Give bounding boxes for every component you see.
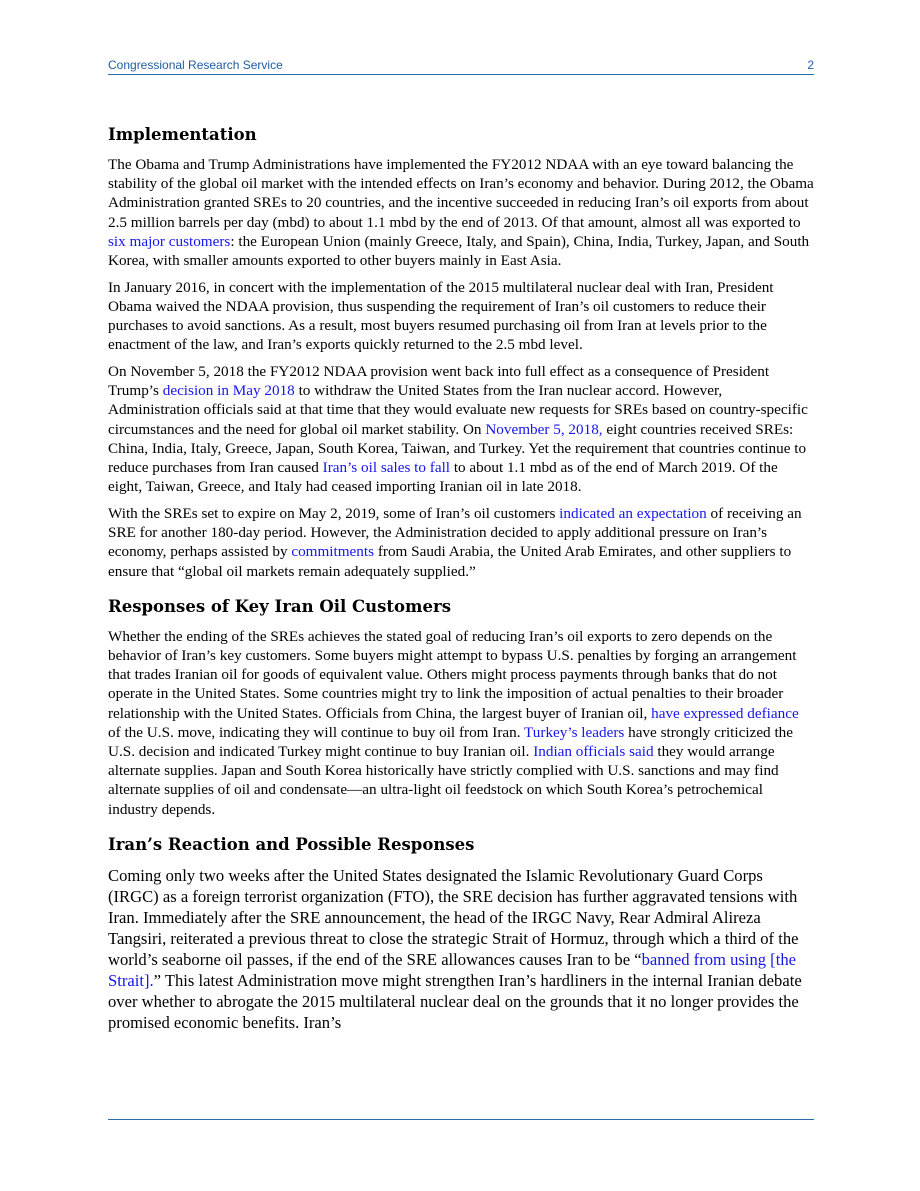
header-rule [108, 74, 814, 75]
link-november-5-2018[interactable]: November 5, 2018, [485, 420, 603, 438]
publisher-name: Congressional Research Service [108, 58, 283, 72]
text-run: of the U.S. move, indicating they will continue to buy oil from Iran. [108, 723, 525, 741]
paragraph [108, 278, 814, 355]
text-run: In January 2016, in concert with the implementation of the 2015 multilateral nuclear deal with Iran, President Obama waived the NDAA provision, thus suspending the requirement of Iran’s oil customers to reduce their purchases to avoid sanctions. As a result, most buyers resumed purchasing oil from Iran at levels prior to the enactment of the law, and Iran’s exports quickly returned to the 2.5 mbd level. [108, 278, 774, 354]
text-run: have strongly criticized the U.S. decision and indicated Turkey might continue to buy Iranian oil. [108, 723, 793, 760]
section-heading-responses: Responses of Key Iran Oil Customers [108, 596, 451, 616]
text-run: Whether the ending of the SREs achieves the stated goal of reducing Iran’s oil exports to zero depends on the behavior of Iran’s key customers. Some buyers might attempt to bypass U.S. penalties by forging an arrangement that trades Iranian oil for goods of equivalent value. Others might process payments through banks that do not operate in the United States. Some countries might try to link the imposition of actual penalties to their broader relationship with the United States. Officials from China, the largest buyer of Iranian oil, [108, 627, 797, 722]
link-banned-from-using-the-strait[interactable]: banned from using [the Strait]. [108, 949, 796, 990]
text-run: : the European Union (mainly Greece, Italy, and Spain), China, India, Turkey, Japan, and South Korea, with smaller amounts exported to other buyers mainly in East Asia. [108, 232, 810, 270]
link-decision-may-2018[interactable]: decision in May 2018 [162, 382, 295, 400]
link-indian-officials-said[interactable]: Indian officials said [533, 742, 654, 760]
paragraph [108, 865, 814, 1033]
text-run: from Saudi Arabia, the United Arab Emirates, and other suppliers to ensure that “global oil markets remain adequately supplied.” [108, 543, 792, 580]
page-number: 2 [807, 58, 814, 72]
link-have-expressed-defiance[interactable]: have expressed defiance [651, 704, 799, 722]
text-run: On November 5, 2018 the FY2012 NDAA provision went back into full effect as a consequence of President Trump’s [108, 363, 770, 400]
text-run: to withdraw the United States from the Iran nuclear accord. However, Administration officials said at that time that they would evaluate new requests for SREs based on country-specific circumstances and the need for global oil market stability. On [108, 382, 808, 438]
text-run: The Obama and Trump Administrations have implemented the FY2012 NDAA with an eye toward balancing the stability of the global oil market with the intended effects on Iran’s economy and behavior. During 2012, the Obama Administration granted SREs to 20 countries, and the incentive succeeded in reducing Iran’s oil exports from about 2.5 million barrels per day (mbd) to about 1.1 mbd by the end of 2013. Of that amount, almost all was exported to [108, 156, 814, 231]
text-run: Coming only two weeks after the United States designated the Islamic Revolutionary Guard Corps (IRGC) as a foreign terrorist organization (FTO), the SRE decision has further aggravated tensions with Iran. Immediately after the SRE announcement, the head of the IRGC Navy, Rear Admiral Alireza Tangsiri, reiterated a previous threat to close the strategic Strait of Hormuz, through which a third of the world’s seaborne oil passes, if the end of the SRE allowances causes Iran to be “ [108, 865, 799, 969]
link-turkeys-leaders[interactable]: Turkey’s leaders [524, 723, 625, 741]
text-run: eight countries received SREs: China, India, Italy, Greece, Japan, South Korea, Taiwan, and Turkey. Yet the requirement that countries continue to reduce purchases from Iran caused [108, 420, 807, 477]
section-heading-reaction: Iran’s Reaction and Possible Responses [108, 834, 475, 854]
section-responses [108, 596, 814, 819]
link-irans-oil-sales-to-fall[interactable]: Iran’s oil sales to fall [322, 459, 451, 477]
link-commitments[interactable]: commitments [291, 543, 375, 561]
link-six-major-customers[interactable]: six major customers [108, 232, 231, 250]
paragraph [108, 155, 814, 270]
running-header [108, 58, 814, 72]
section-reaction [108, 834, 814, 1033]
document-body [108, 124, 814, 1033]
text-run: With the SREs set to expire on May 2, 2019, some of Iran’s oil customers [108, 504, 560, 522]
link-indicated-an-expectation[interactable]: indicated an expectation [559, 504, 707, 522]
footer-rule [108, 1119, 814, 1120]
paragraph [108, 362, 814, 496]
text-run: to about 1.1 mbd as of the end of March 2019. Of the eight, Taiwan, Greece, and Italy had ceased importing Iranian oil in late 2018. [108, 459, 778, 496]
paragraph [108, 504, 814, 581]
text-run: ” This latest Administration move might strengthen Iran’s hardliners in the internal Iranian debate over whether to abrogate the 2015 multilateral nuclear deal on the grounds that it no longer provides the promised economic benefits. Iran’s [108, 970, 802, 1032]
text-run: of receiving an SRE for another 180-day period. However, the Administration decided to apply additional pressure on Iran’s economy, perhaps assisted by [108, 504, 802, 561]
section-heading-implementation: Implementation [108, 125, 257, 144]
text-run: they would arrange alternate supplies. Japan and South Korea historically have strictly complied with U.S. sanctions and may find alternate supplies of oil and condensate—an ultra-light oil feedstock on which South Korea’s petrochemical industry depends. [108, 742, 779, 818]
section-implementation [108, 124, 814, 581]
paragraph [108, 627, 814, 819]
